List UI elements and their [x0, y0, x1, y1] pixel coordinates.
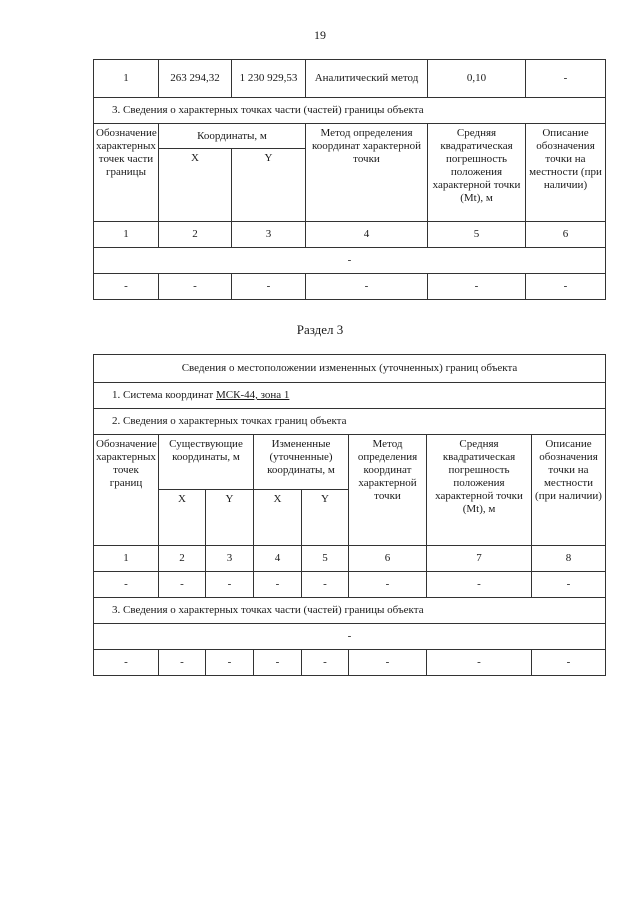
- cell: -: [206, 572, 254, 598]
- column-number: 4: [254, 546, 302, 572]
- column-number: 2: [159, 222, 232, 248]
- cell: 263 294,32: [159, 60, 232, 98]
- header-designation: Обозначение характерных точек границ: [94, 435, 159, 546]
- header-description: Описание обозначения точки на местности (при наличии): [526, 124, 606, 222]
- column-number: 1: [94, 546, 159, 572]
- table-row: [94, 98, 606, 124]
- cell: -: [254, 650, 302, 676]
- header-y: Y: [302, 490, 349, 546]
- dash-row: -: [94, 624, 606, 650]
- cell: -: [94, 650, 159, 676]
- changed-boundaries-table: [93, 354, 606, 676]
- header-y: Y: [206, 490, 254, 546]
- table-row: [94, 60, 606, 98]
- header-accuracy: Средняя квадратическая погрешность положения характерной точки (Mt), м: [427, 435, 532, 546]
- column-number: 3: [232, 222, 306, 248]
- cell: -: [427, 650, 532, 676]
- cell: -: [526, 274, 606, 300]
- coordinate-system-label: 1. Система координат: [112, 389, 216, 401]
- boundary-part-points-table: [93, 59, 606, 300]
- table-row: [94, 222, 606, 248]
- header-method: Метод определения координат характерной точки: [349, 435, 427, 546]
- cell: -: [532, 650, 606, 676]
- table-row: [94, 572, 606, 598]
- cell: -: [206, 650, 254, 676]
- table-title: Сведения о местоположении измененных (уточненных) границ объекта: [94, 355, 606, 383]
- table-row: [94, 624, 606, 650]
- column-number: 8: [532, 546, 606, 572]
- cell: -: [302, 572, 349, 598]
- table-row: [94, 383, 606, 409]
- table-row: [94, 650, 606, 676]
- section-heading: 2. Сведения о характерных точках границ объекта: [94, 409, 606, 435]
- cell: -: [349, 572, 427, 598]
- table-row: [94, 546, 606, 572]
- section-heading: 3. Сведения о характерных точках части (частей) границы объекта: [94, 98, 606, 124]
- cell: -: [302, 650, 349, 676]
- cell: -: [526, 60, 606, 98]
- section-title: Раздел 3: [296, 322, 344, 337]
- header-x: X: [159, 149, 232, 222]
- cell: -: [254, 572, 302, 598]
- column-number: 4: [306, 222, 428, 248]
- cell: -: [427, 572, 532, 598]
- cell: -: [349, 650, 427, 676]
- cell: -: [306, 274, 428, 300]
- header-x: X: [254, 490, 302, 546]
- column-number: 5: [428, 222, 526, 248]
- cell: -: [94, 274, 159, 300]
- table-row: [94, 248, 606, 274]
- table-row: [94, 409, 606, 435]
- cell: -: [159, 650, 206, 676]
- cell: Аналитический метод: [306, 60, 428, 98]
- header-changed-coordinates: Измененные (уточненные) координаты, м: [254, 435, 349, 490]
- coordinate-system-value: МСК-44, зона 1: [215, 389, 290, 401]
- cell: -: [428, 274, 526, 300]
- header-description: Описание обозначения точки на местности (при наличии): [532, 435, 606, 546]
- cell: -: [232, 274, 306, 300]
- page-number: 19: [314, 28, 326, 42]
- column-number: 3: [206, 546, 254, 572]
- header-x: X: [159, 490, 206, 546]
- column-number: 7: [427, 546, 532, 572]
- table-row: [94, 274, 606, 300]
- column-number: 2: [159, 546, 206, 572]
- cell: -: [159, 572, 206, 598]
- cell: -: [159, 274, 232, 300]
- header-existing-coordinates: Существующие координаты, м: [159, 435, 254, 490]
- column-number: 1: [94, 222, 159, 248]
- header-coordinates: Координаты, м: [159, 124, 306, 149]
- header-accuracy: Средняя квадратическая погрешность положения характерной точки (Mt), м: [428, 124, 526, 222]
- header-y: Y: [232, 149, 306, 222]
- table-row: [94, 355, 606, 383]
- cell: -: [94, 572, 159, 598]
- column-number: 6: [526, 222, 606, 248]
- cell: 0,10: [428, 60, 526, 98]
- dash-row: -: [94, 248, 606, 274]
- coordinate-system: [94, 383, 606, 409]
- cell: 1: [94, 60, 159, 98]
- cell: 1 230 929,53: [232, 60, 306, 98]
- table-row: [94, 435, 606, 490]
- column-number: 6: [349, 546, 427, 572]
- table-row: [94, 124, 606, 149]
- cell: -: [532, 572, 606, 598]
- column-number: 5: [302, 546, 349, 572]
- header-method: Метод определения координат характерной точки: [306, 124, 428, 222]
- section-heading: 3. Сведения о характерных точках части (частей) границы объекта: [94, 598, 606, 624]
- header-designation: Обозначение характерных точек части границы: [94, 124, 159, 222]
- table-row: [94, 598, 606, 624]
